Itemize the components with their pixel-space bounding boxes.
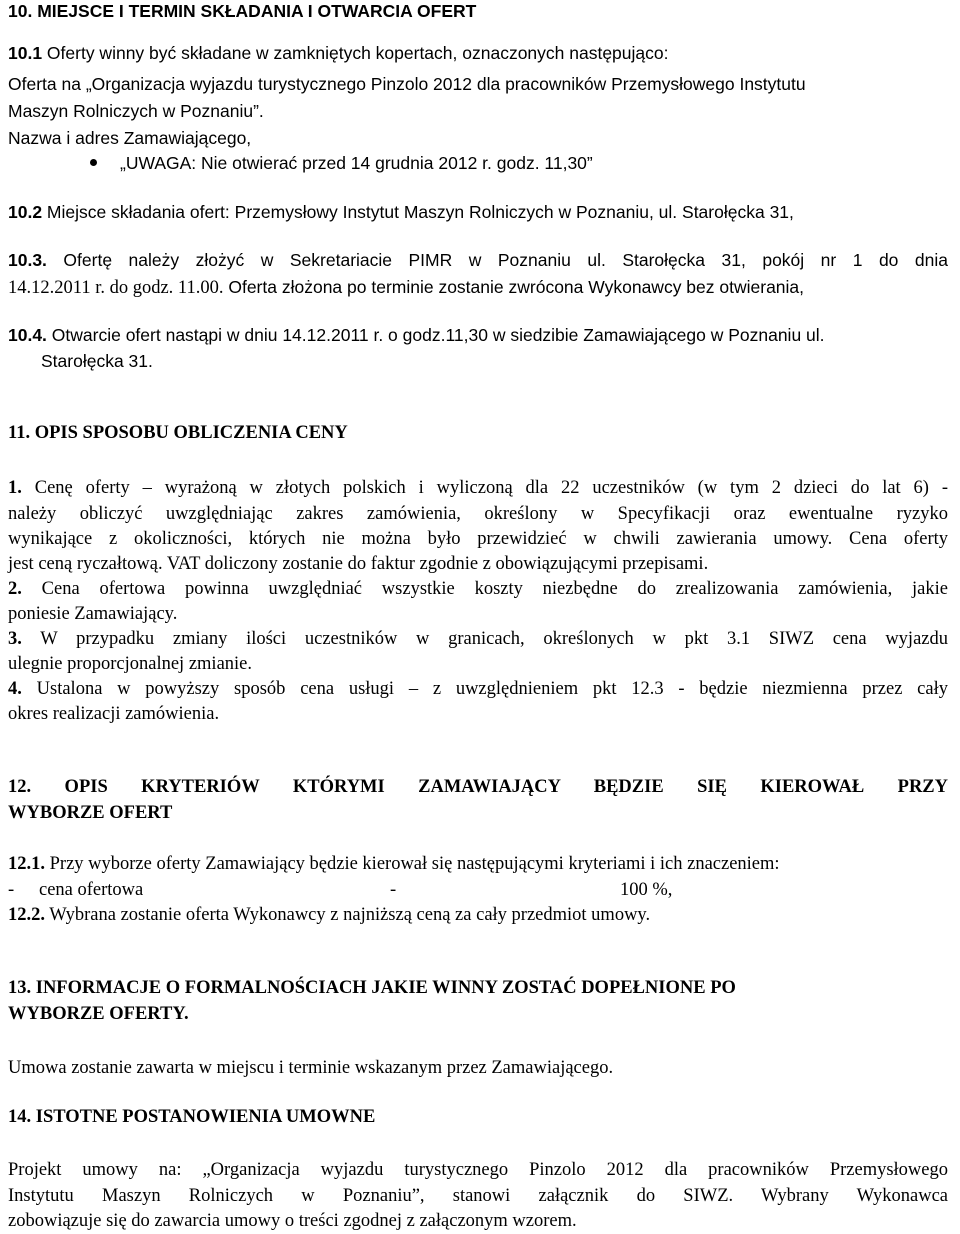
item-11-4-text: Ustalona w powyższy sposób cena usługi – z uwzględnieniem pkt 12.3 - będzie niezmienna przez cały — [21, 679, 948, 699]
item-11-2-line-2: poniesie Zamawiający. — [8, 604, 178, 624]
para-12-2-text: Wybrana zostanie oferta Wykonawcy z najniższą ceną za cały przedmiot umowy. — [45, 905, 651, 925]
section-12-heading-line-2: WYBORZE OFERT — [8, 803, 173, 823]
item-11-3-text: W przypadku zmiany ilości uczestników w granicach, określonych w pkt 3.1 SIWZ cena wyjazdu — [21, 629, 948, 649]
section-12-heading-line-1: 12. OPIS KRYTERIÓW KTÓRYMI ZAMAWIAJĄCY BĘDZIE SIĘ KIEROWAŁ PRZY — [8, 777, 948, 797]
para-10-3-line-2 — [8, 274, 804, 301]
para-10-3-text: Ofertę należy złożyć w Sekretariacie PIMR w Poznaniu ul. Starołęcka 31, pokój nr 1 do dnia — [46, 250, 948, 270]
para-10-1-number: 10.1 — [8, 43, 43, 63]
item-11-1-number: 1. — [8, 478, 22, 498]
bullet-icon — [90, 159, 97, 166]
item-11-2-line-1 — [8, 576, 948, 602]
para-10-4-number: 10.4. — [8, 325, 47, 345]
section-14-line-3: zobowiązuje się do zawarcia umowy o treści zgodnej z załączonym wzorem. — [8, 1211, 577, 1231]
item-11-1-line-3: wynikające z okoliczności, których nie można było przewidzieć w chwili zawierania umowy. Cena oferty — [8, 529, 948, 549]
section-14-line-1: Projekt umowy na: „Organizacja wyjazdu turystycznego Pinzolo 2012 dla pracowników Przemysłowego — [8, 1160, 948, 1180]
para-10-4-line-1 — [8, 322, 825, 348]
section-13-heading-line-1: 13. INFORMACJE O FORMALNOŚCIACH JAKIE WINNY ZOSTAĆ DOPEŁNIONE PO — [8, 978, 736, 998]
para-12-1-text: Przy wyborze oferty Zamawiający będzie kierował się następującymi kryteriami i ich znaczeniem: — [45, 854, 780, 874]
item-11-3-number: 3. — [8, 629, 22, 649]
section-13-heading-line-2: WYBORZE OFERTY. — [8, 1004, 189, 1024]
para-10-4-text: Otwarcie ofert nastąpi w dniu 14.12.2011 r. o godz.11,30 w siedzibie Zamawiającego w Poznaniu ul. — [46, 325, 825, 345]
para-10-3-deadline: 14.12.2011 r. do godz. 11.00. — [8, 278, 224, 298]
item-11-3-line-1 — [8, 626, 948, 652]
item-11-2-text: Cena ofertowa powinna uwzględniać wszystkie koszty niezbędne do zrealizowania zamówienia, jakie — [21, 579, 948, 599]
item-11-1-line-2: należy obliczyć uwzględniając zakres zamówienia, określony w Specyfikacji oraz ewentualne ryzyko — [8, 504, 948, 524]
para-10-4-line-2: Starołęcka 31. — [41, 351, 153, 371]
criterion-weight: 100 %, — [620, 880, 673, 900]
criterion-dash: - — [8, 880, 15, 900]
item-11-1-text: Cenę oferty – wyrażoną w złotych polskich i wyliczoną dla 22 uczestników (w tym 2 dzieci do lat 6) - — [21, 478, 948, 498]
para-10-1-line-1 — [8, 40, 669, 66]
para-10-3-line-1 — [8, 247, 948, 273]
item-11-4-line-1 — [8, 676, 948, 702]
section-11-heading: 11. OPIS SPOSOBU OBLICZENIA CENY — [8, 423, 348, 443]
para-10-1-line-3: Maszyn Rolniczych w Poznaniu”. — [8, 101, 264, 121]
section-14-line-2: Instytutu Maszyn Rolniczych w Poznaniu”, stanowi załącznik do SIWZ. Wybrany Wykonawca — [8, 1186, 948, 1206]
section-10-heading: 10. MIEJSCE I TERMIN SKŁADANIA I OTWARCIA OFERT — [8, 1, 477, 21]
para-12-1-number: 12.1. — [8, 854, 45, 874]
para-12-1 — [8, 851, 780, 877]
para-10-3-number: 10.3. — [8, 250, 47, 270]
item-11-4-number: 4. — [8, 679, 22, 699]
item-11-1-line-1 — [8, 475, 948, 501]
para-10-2 — [8, 199, 794, 225]
para-10-3-note: Oferta złożona po terminie zostanie zwrócona Wykonawcy bez otwierania, — [223, 277, 805, 297]
item-11-3-line-2: ulegnie proporcjonalnej zmianie. — [8, 654, 253, 674]
item-11-1-line-4: jest ceną ryczałtową. VAT doliczony zostanie do faktur zgodnie z obowiązującymi przepisami. — [8, 554, 709, 574]
section-14-heading: 14. ISTOTNE POSTANOWIENIA UMOWNE — [8, 1107, 376, 1127]
para-10-2-text: Miejsce składania ofert: Przemysłowy Instytut Maszyn Rolniczych w Poznaniu, ul. Starołęcka 31, — [42, 202, 794, 222]
para-10-1-bullet-text: „UWAGA: Nie otwierać przed 14 grudnia 2012 r. godz. 11,30” — [120, 153, 593, 173]
criterion-name: cena ofertowa — [39, 880, 144, 900]
criterion-separator: - — [390, 880, 397, 900]
item-11-2-number: 2. — [8, 579, 22, 599]
section-13-text: Umowa zostanie zawarta w miejscu i terminie wskazanym przez Zamawiającego. — [8, 1058, 614, 1078]
para-10-1-line-2: Oferta na „Organizacja wyjazdu turystycznego Pinzolo 2012 dla pracowników Przemysłowego Instytutu — [8, 74, 806, 94]
para-10-1-line-4: Nazwa i adres Zamawiającego, — [8, 128, 252, 148]
para-12-2 — [8, 902, 650, 928]
para-10-2-number: 10.2 — [8, 202, 43, 222]
para-10-1-text: Oferty winny być składane w zamkniętych kopertach, oznaczonych następująco: — [42, 43, 669, 63]
item-11-4-line-2: okres realizacji zamówienia. — [8, 704, 220, 724]
para-12-2-number: 12.2. — [8, 905, 45, 925]
